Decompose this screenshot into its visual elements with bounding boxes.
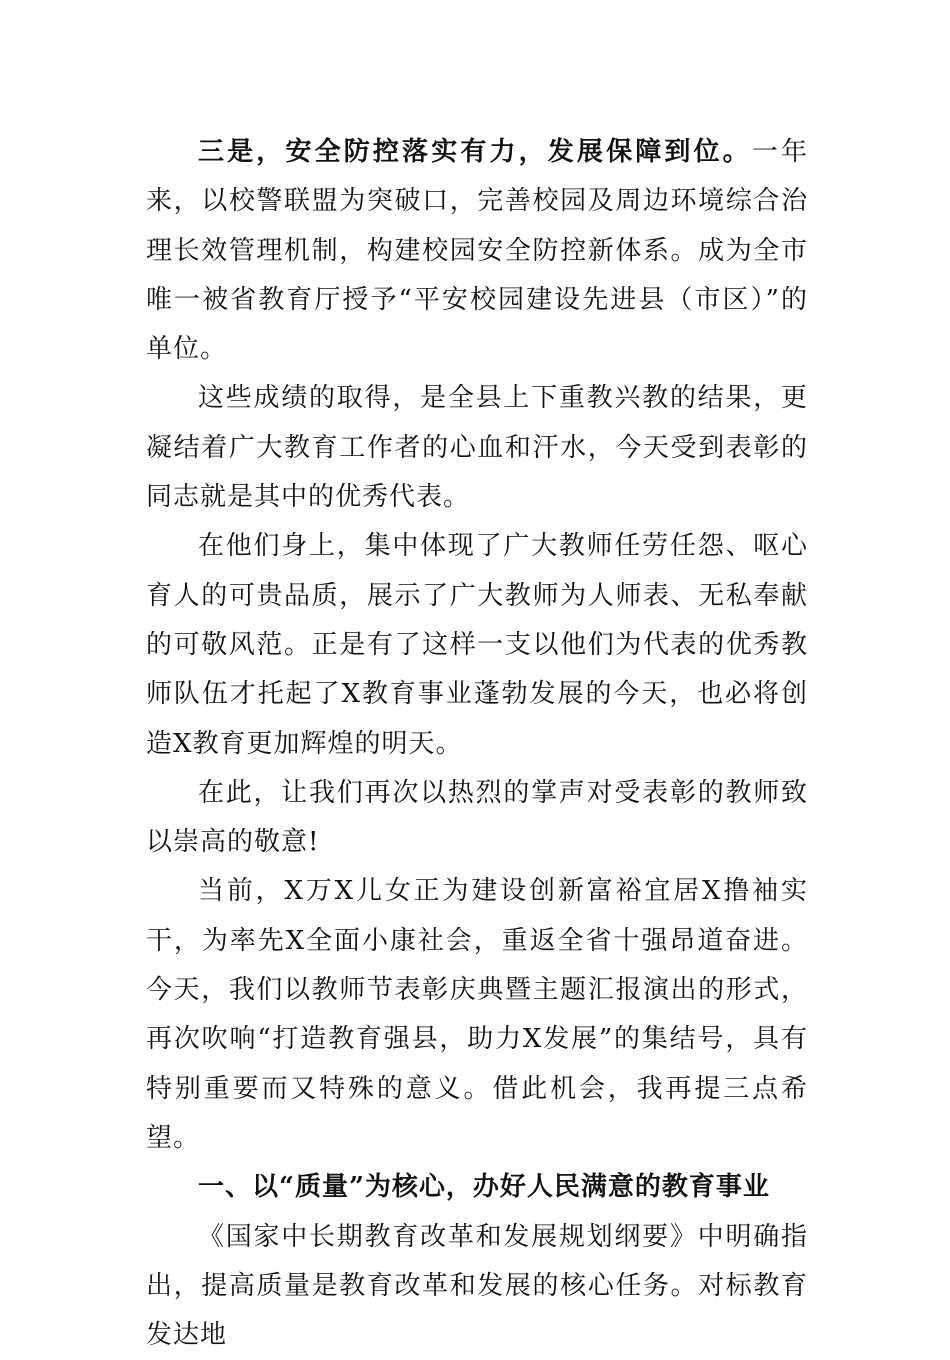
paragraph-text: 《国家中长期教育改革和发展规划纲要》中明确指出，提高质量是教育改革和发展的核心任务。对标教育发达地 xyxy=(146,1221,808,1351)
paragraph-text: 一年来，以校警联盟为突破口，完善校园及周边环境综合治理长效管理机制，构建校园安全防控新体系。成为全市唯一被省教育厅授予“平安校园建设先进县（市区）”的单位。 xyxy=(146,137,808,365)
paragraph-text: 在此，让我们再次以热烈的掌声对受表彰的教师致以崇高的敬意! xyxy=(146,777,808,858)
section-heading: 一、以“质量”为核心，办好人民满意的教育事业 xyxy=(198,1172,770,1203)
paragraph-text: 在他们身上，集中体现了广大教师任劳任怨、呕心育人的可贵品质，展示了广大教师为人师表、无私奉献的可敬风范。正是有了这样一支以他们为代表的优秀教师队伍才托起了X教育事业蓬勃发展的今天，也必将创造X教育更加辉煌的明天。 xyxy=(146,531,808,759)
paragraph-lead-bold: 三是，安全防控落实有力，发展保障到位。 xyxy=(198,137,752,167)
paragraph-text: 这些成绩的取得，是全县上下重教兴教的结果，更凝结着广大教育工作者的心血和汗水，今天受到表彰的同志就是其中的优秀代表。 xyxy=(146,383,808,513)
paragraph-achievements xyxy=(146,374,808,522)
paragraph-safety xyxy=(146,128,808,374)
paragraph-text: 当前，X万X儿女正为建设创新富裕宜居X撸袖实干，为率先X全面小康社会，重返全省十强昂道奋进。今天，我们以教师节表彰庆典暨主题汇报演出的形式，再次吹响“打造教育强县，助力X发展”的集结号，具有特别重要而又特殊的意义。借此机会，我再提三点希望。 xyxy=(146,876,808,1153)
paragraph-current-situation xyxy=(146,867,808,1163)
document-body xyxy=(146,128,808,1360)
paragraph-applause xyxy=(146,769,808,868)
paragraph-teachers-quality xyxy=(146,522,808,768)
paragraph-outline-quote xyxy=(146,1213,808,1360)
